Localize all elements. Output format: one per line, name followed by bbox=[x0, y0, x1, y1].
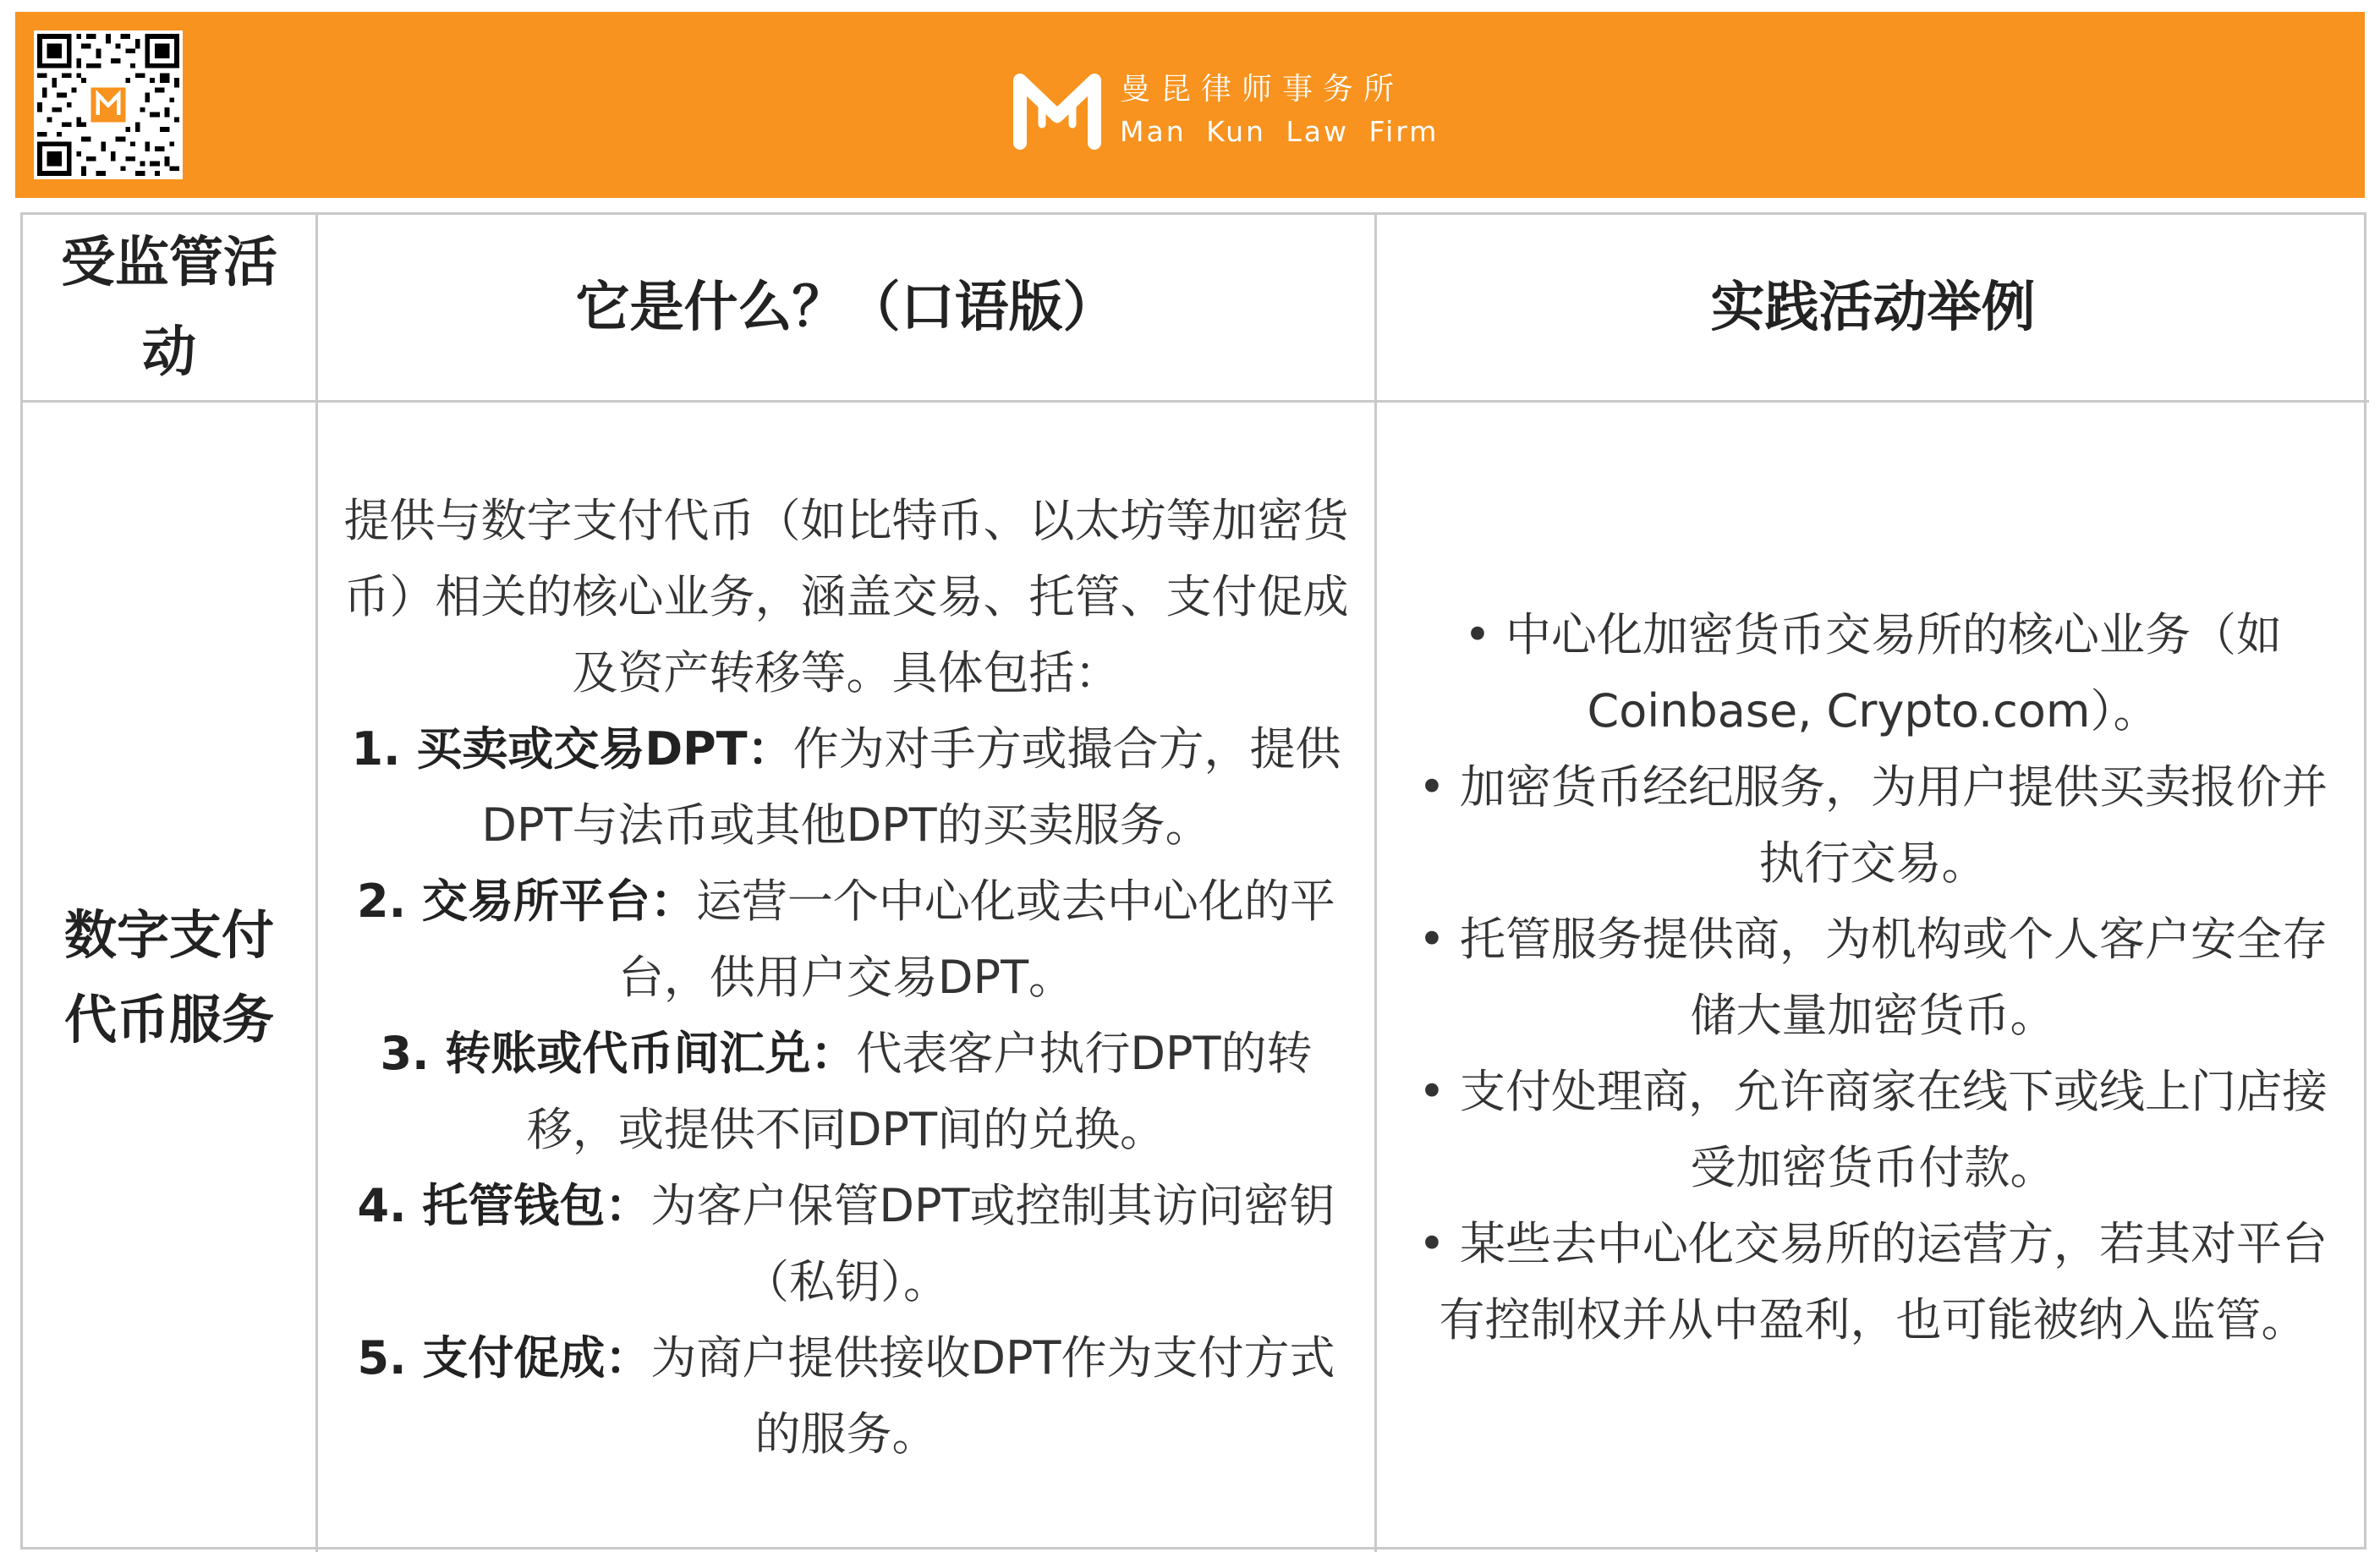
description-item bbox=[340, 864, 1352, 1016]
header-examples: 实践活动举例 bbox=[1377, 215, 2369, 403]
brand bbox=[1012, 64, 1439, 157]
item-text: 代表客户执行DPT的转移，或提供不同DPT间的兑换。 bbox=[526, 1026, 1313, 1156]
header-description: 它是什么？（口语版） bbox=[318, 215, 1377, 403]
item-term: 2. 交易所平台： bbox=[357, 874, 696, 928]
example-item: • 中心化加密货币交易所的核心业务（如Coinbase, Crypto.com）。 bbox=[1463, 607, 2282, 738]
example-item: • 加密货币经纪服务，为用户提供买卖报价并执行交易。 bbox=[1418, 760, 2328, 890]
item-term: 5. 支付促成： bbox=[357, 1330, 651, 1385]
activity-name: 数字支付代币服务 bbox=[23, 403, 318, 1552]
brand-name-en: Man Kun Law Firm bbox=[1120, 115, 1440, 148]
description-intro: 提供与数字支付代币（如比特币、以太坊等加密货币）相关的核心业务，涵盖交易、托管、支付促成及资产转移等。具体包括： bbox=[343, 493, 1349, 699]
description-item bbox=[340, 1016, 1352, 1168]
example-item: • 某些去中心化交易所的运营方，若其对平台有控制权并从中盈利，也可能被纳入监管。 bbox=[1418, 1216, 2328, 1346]
man-kun-logo-icon bbox=[1012, 70, 1103, 151]
regulated-activities-table bbox=[20, 212, 2366, 1549]
description-item bbox=[340, 711, 1352, 864]
qr-code-icon bbox=[37, 34, 179, 176]
example-item: • 支付处理商，允许商家在线下或线上门店接受加密货币付款。 bbox=[1418, 1064, 2328, 1194]
item-text: 作为对手方或撮合方，提供DPT与法币或其他DPT的买卖服务。 bbox=[481, 721, 1341, 852]
item-text: 为客户保管DPT或控制其访问密钥（私钥）。 bbox=[650, 1178, 1335, 1308]
description-item bbox=[340, 1320, 1352, 1473]
header-activity: 受监管活动 bbox=[23, 215, 318, 403]
qr-code bbox=[34, 30, 183, 179]
item-term: 3. 转账或代币间汇兑： bbox=[380, 1026, 857, 1080]
activity-examples bbox=[1377, 403, 2369, 1552]
example-item: • 托管服务提供商，为机构或个人客户安全存储大量加密货币。 bbox=[1418, 912, 2328, 1042]
item-text: 运营一个中心化或去中心化的平台，供用户交易DPT。 bbox=[617, 874, 1335, 1004]
description-item bbox=[340, 1168, 1352, 1320]
item-term: 4. 托管钱包： bbox=[357, 1178, 651, 1232]
item-text: 为商户提供接收DPT作为支付方式的服务。 bbox=[650, 1330, 1335, 1461]
item-term: 1. 买卖或交易DPT： bbox=[351, 721, 793, 776]
header-banner bbox=[15, 12, 2365, 198]
activity-description bbox=[318, 403, 1377, 1552]
brand-name-cn: 曼昆律师事务所 bbox=[1120, 72, 1405, 107]
